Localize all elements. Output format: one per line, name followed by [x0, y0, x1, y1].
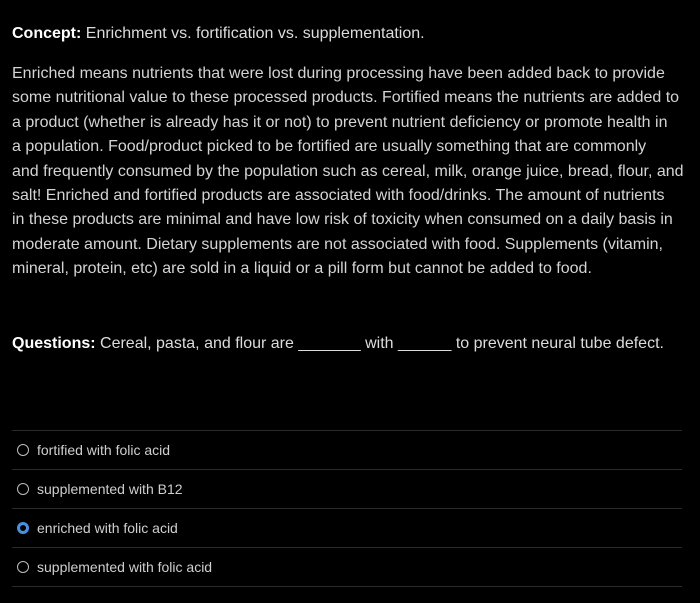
question-text [12, 335, 664, 353]
paragraph-line: a population. Food/product picked to be fortified are usually something that are commonly [12, 138, 647, 156]
paragraph-line: salt! Enriched and fortified products are associated with food/drinks. The amount of nutrients [12, 187, 665, 205]
concept-heading [12, 25, 425, 43]
answer-option-label[interactable]: supplemented with B12 [37, 481, 183, 497]
radio-button[interactable] [17, 561, 29, 573]
paragraph-line: moderate amount. Dietary supplements are not associated with food. Supplements (vitamin, [12, 235, 663, 253]
radio-button[interactable] [17, 522, 29, 534]
question-label: Questions: [12, 335, 96, 352]
paragraph-line: and frequently consumed by the population such as cereal, milk, orange juice, bread, flour, and [12, 162, 684, 180]
answer-option-supplemented-folic-acid[interactable] [12, 547, 682, 587]
paragraph-line: some nutritional value to these processed products. Fortified means the nutrients are added to [12, 89, 680, 107]
radio-button[interactable] [17, 444, 29, 456]
paragraph-line: mineral, protein, etc) are sold in a liquid or a pill form but cannot be added to food. [12, 260, 592, 278]
answer-option-label[interactable]: supplemented with folic acid [37, 559, 213, 575]
answer-option-supplemented-b12[interactable] [12, 469, 682, 508]
question-body: Cereal, pasta, and flour are _______ with ______ to prevent neural tube defect. [95, 335, 664, 352]
answer-option-label[interactable]: fortified with folic acid [37, 442, 171, 458]
concept-paragraph [12, 62, 688, 282]
paragraph-line: in these products are minimal and have low risk of toxicity when consumed on a daily basis in [12, 211, 673, 229]
answer-options [12, 430, 682, 587]
paragraph-line: Enriched means nutrients that were lost during processing have been added back to provide [12, 65, 665, 82]
radio-button[interactable] [17, 483, 29, 495]
answer-option-label[interactable]: enriched with folic acid [37, 520, 178, 536]
paragraph-line: a product (whether is already has it or not) to prevent nutrient deficiency or promote health in [12, 113, 668, 131]
concept-title: Enrichment vs. fortification vs. supplementation. [81, 25, 425, 42]
concept-label: Concept: [12, 25, 82, 42]
answer-option-enriched-folic-acid[interactable] [12, 508, 682, 547]
answer-option-fortified-folic-acid[interactable] [12, 430, 682, 469]
